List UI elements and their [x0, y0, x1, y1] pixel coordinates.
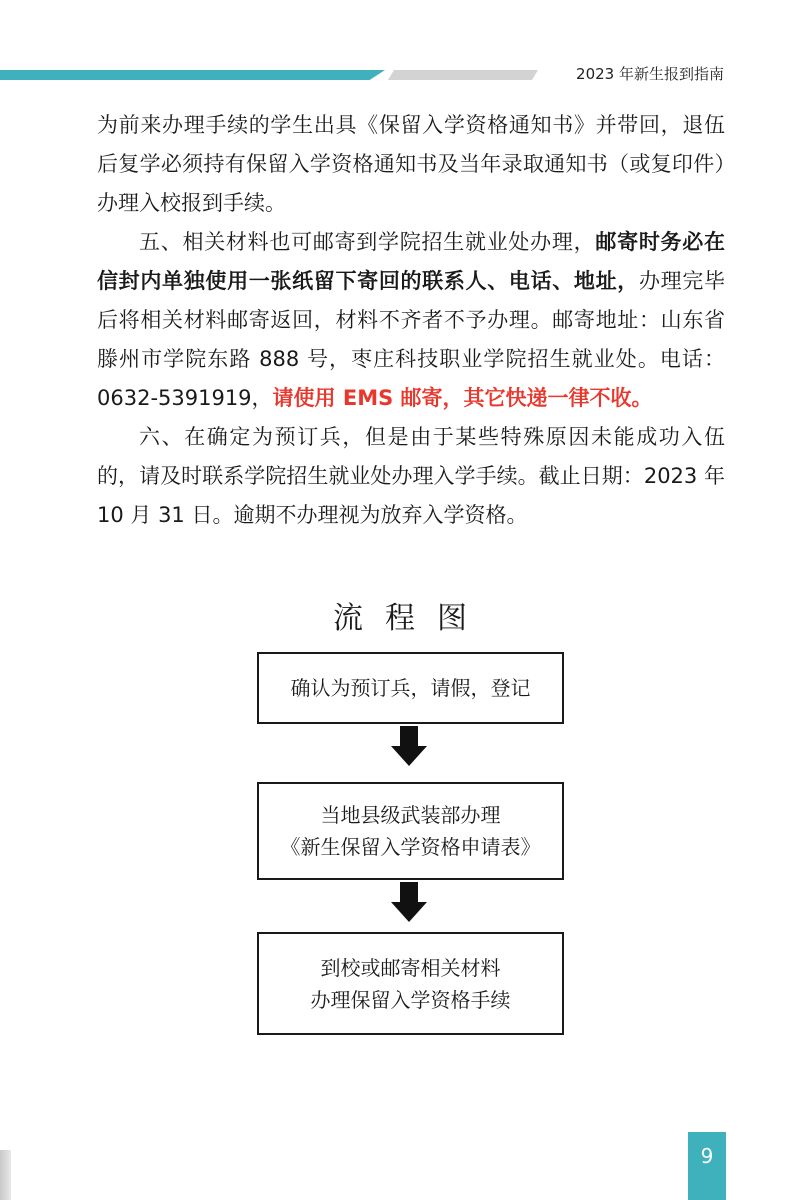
mailing-intro: 五、相关材料也可邮寄到学院招生就业处办理， [139, 230, 596, 254]
flow-step-armed-forces [257, 782, 564, 880]
page-number-tab [688, 1132, 726, 1200]
paragraph-deadline: 六、在确定为预订兵，但是由于某些特殊原因未能成功入伍的，请及时联系学院招生就业处办理入学手续。截止日期：2023 年 10 月 31 日。逾期不办理视为放弃入学资格。 [97, 425, 725, 527]
header-gray-bar [388, 70, 538, 80]
flow-step-3-line-1: 到校或邮寄相关材料 [320, 955, 501, 980]
paragraph-mailing [97, 223, 725, 418]
page-edge-decoration [0, 1150, 11, 1200]
flow-step-confirm [257, 652, 564, 724]
paragraph-continuation: 为前来办理手续的学生出具《保留入学资格通知书》并带回，退伍后复学必须持有保留入学资格通知书及当年录取通知书（或复印件）办理入校报到手续。 [97, 113, 725, 215]
mailing-bold-instruction: 邮寄时务必在信封内单独使用一张纸留下寄回的联系人、电话、地址， [97, 230, 726, 293]
down-arrow-icon [391, 882, 427, 924]
body-text [97, 106, 725, 535]
flow-step-3-line-2: 办理保留入学资格手续 [310, 987, 511, 1012]
down-arrow-icon [391, 726, 427, 768]
page-number: 9 [700, 1144, 714, 1168]
mailing-address: 办理完毕后将相关材料邮寄返回，材料不齐者不予办理。邮寄地址：山东省滕州市学院东路 888 号，枣庄科技职业学院招生就业处。电话：0632-5391919， [97, 269, 726, 410]
flow-step-1-text: 确认为预订兵，请假，登记 [290, 676, 531, 700]
flow-step-2-line-2: 《新生保留入学资格申请表》 [280, 835, 541, 859]
running-header-title: 2023 年新生报到指南 [576, 65, 724, 83]
flowchart-title: 流程图 [333, 601, 489, 636]
header-accent-bar [0, 70, 385, 80]
flow-step-2-line-1: 当地县级武装部办理 [320, 803, 501, 827]
mailing-ems-warning: 请使用 EMS 邮寄，其它快递一律不收。 [272, 386, 653, 410]
flow-step-submit-materials [257, 932, 564, 1035]
